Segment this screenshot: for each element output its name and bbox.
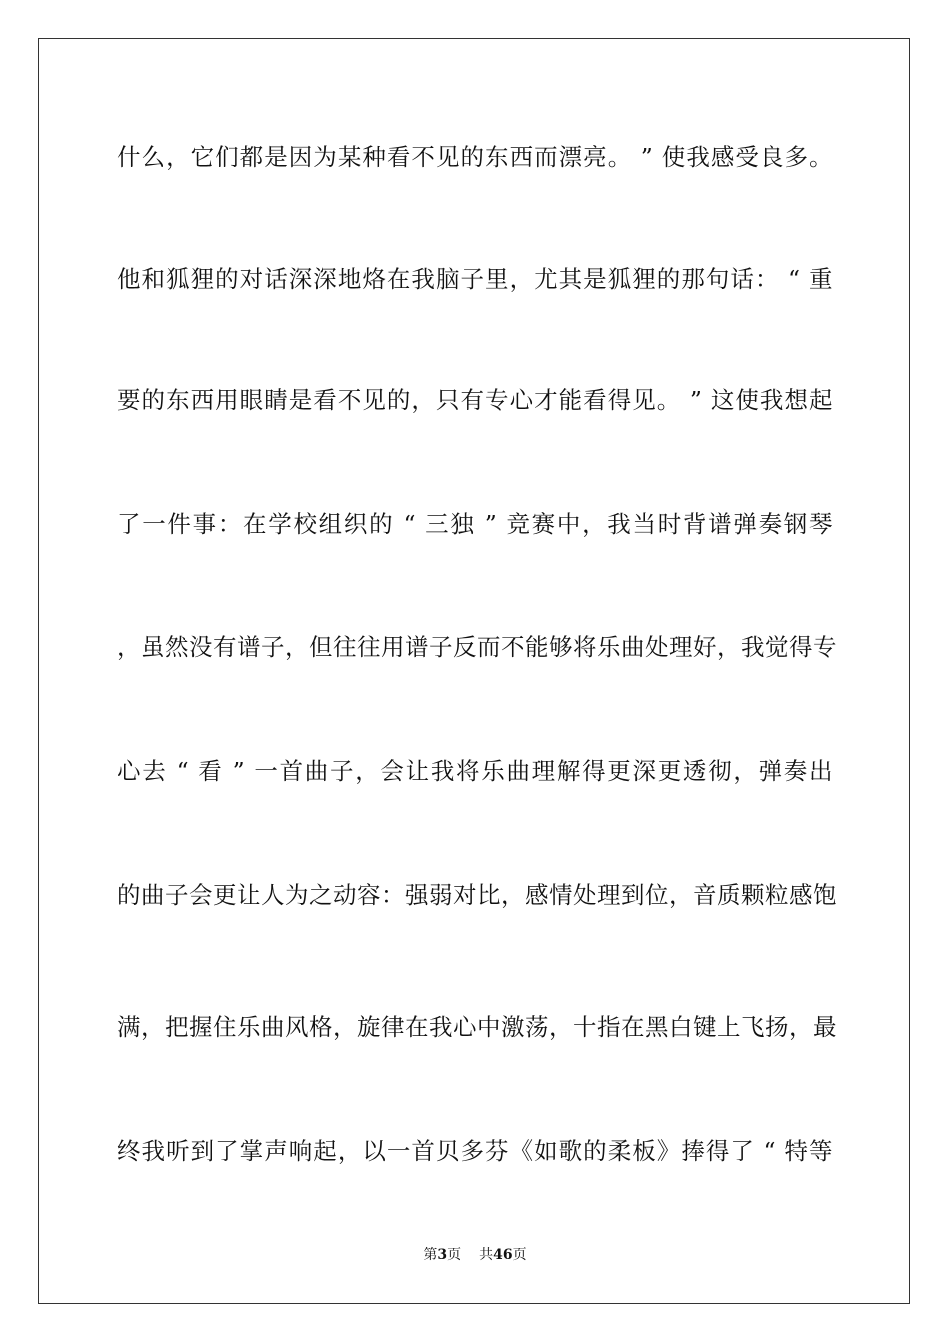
text-line: ，虽然没有谱子，但往往用谱子反而不能够将乐曲处理好，我觉得专 — [117, 633, 837, 661]
text-line: 满，把握住乐曲风格，旋律在我心中激荡，十指在黑白键上飞扬，最 — [117, 1013, 837, 1041]
page-suffix: 页 — [447, 1247, 462, 1263]
text-line: 心去 “ 看 ” 一首曲子，会让我将乐曲理解得更深更透彻，弹奏出 — [117, 757, 833, 785]
current-page-number: 3 — [437, 1247, 448, 1263]
total-suffix: 页 — [512, 1247, 527, 1263]
page-prefix: 第 — [423, 1247, 438, 1263]
text-line: 他和狐狸的对话深深地烙在我脑子里，尤其是狐狸的那句话： “ 重 — [117, 265, 833, 293]
page-border — [38, 38, 910, 1304]
text-line: 要的东西用眼睛是看不见的，只有专心才能看得见。 ” 这使我想起 — [117, 386, 833, 414]
text-line: 了一件事：在学校组织的 “ 三独 ” 竞赛中，我当时背谱弹奏钢琴 — [117, 510, 833, 538]
page-footer — [0, 1246, 950, 1264]
text-line: 的曲子会更让人为之动容：强弱对比，感情处理到位，音质颗粒感饱 — [117, 881, 837, 909]
text-line: 什么，它们都是因为某种看不见的东西而漂亮。 ” 使我感受良多。 — [117, 143, 833, 171]
text-line: 终我听到了掌声响起，以一首贝多芬《如歌的柔板》捧得了 “ 特等 — [117, 1137, 833, 1165]
total-prefix: 共 — [479, 1247, 494, 1263]
total-page-count: 46 — [493, 1247, 513, 1263]
